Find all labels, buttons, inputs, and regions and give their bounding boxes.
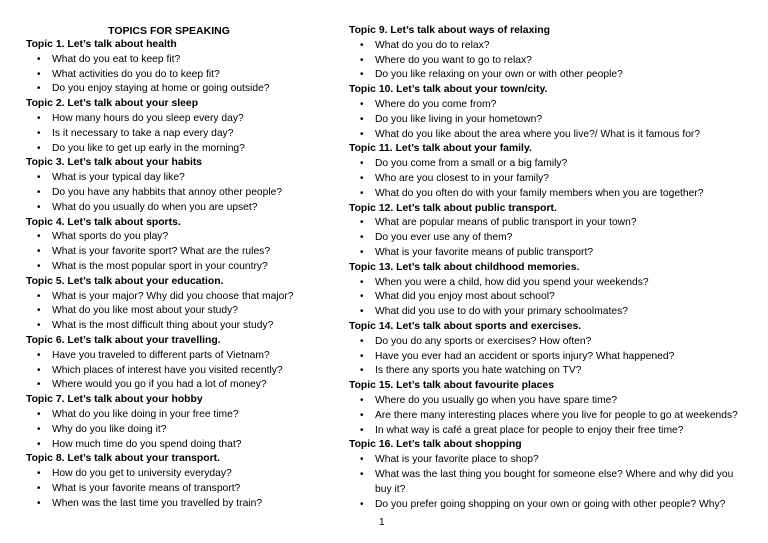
topic-title: Topic 12. Let’s talk about public transport.: [349, 202, 557, 214]
question-item: • What do you like about the area where you live?/ What is it famous for?: [349, 128, 749, 143]
topic-block: [26, 452, 341, 511]
question-item: • What do you do to relax?: [349, 39, 749, 54]
topic-title: Topic 6. Let’s talk about your travelling.: [26, 334, 221, 346]
topic-title: Topic 8. Let’s talk about your transport.: [26, 453, 220, 465]
question-item: • What do you often do with your family members when you are together?: [349, 187, 749, 202]
topic-title: Topic 9. Let’s talk about ways of relaxing: [349, 25, 550, 36]
question-item: • Where would you go if you had a lot of money?: [26, 378, 341, 393]
right-column: [349, 24, 749, 512]
question-item: • Is there any sports you hate watching on TV?: [349, 364, 749, 379]
question-list: [26, 349, 341, 393]
topic-block: [26, 97, 341, 156]
question-item: • What are popular means of public transport in your town?: [349, 216, 749, 231]
question-list: [349, 453, 749, 512]
question-list: [349, 394, 749, 438]
topic-title: Topic 10. Let’s talk about your town/city.: [349, 84, 548, 96]
question-list: [26, 171, 341, 215]
question-item: • Do you like to get up early in the morning?: [26, 142, 341, 157]
question-item: • What sports do you play?: [26, 230, 341, 245]
topic-title: Topic 5. Let’s talk about your education.: [26, 275, 224, 287]
question-item: • Do you like living in your hometown?: [349, 113, 749, 128]
right-topics-list: [349, 24, 749, 512]
question-item: • What do you eat to keep fit?: [26, 53, 341, 68]
question-item: • What is the most popular sport in your country?: [26, 260, 341, 275]
question-item: • Where do you come from?: [349, 98, 749, 113]
question-item: • What is your major? Why did you choose that major?: [26, 290, 341, 305]
topic-block: [26, 275, 341, 334]
question-item: • How many hours do you sleep every day?: [26, 112, 341, 127]
question-list: [26, 467, 341, 511]
question-item: • How much time do you spend doing that?: [26, 438, 341, 453]
question-item: • Do you ever use any of them?: [349, 231, 749, 246]
question-item: • Which places of interest have you visited recently?: [26, 364, 341, 379]
document-title: TOPICS FOR SPEAKING: [108, 25, 230, 37]
question-list: [349, 157, 749, 201]
topic-block: [26, 393, 341, 452]
left-column: [26, 24, 341, 512]
topic-title: Topic 11. Let’s talk about your family.: [349, 143, 532, 155]
question-item: • Do you prefer going shopping on your own or going with other people? Why?: [349, 498, 749, 513]
question-list: [349, 335, 749, 379]
question-item: • Do you like relaxing on your own or with other people?: [349, 68, 749, 83]
topic-block: [349, 24, 749, 83]
question-list: [349, 39, 749, 83]
question-item: • Where do you want to go to relax?: [349, 54, 749, 69]
question-item: • What do you like most about your study?: [26, 304, 341, 319]
question-item: • What was the last thing you bought for someone else? Where and why did you buy it?: [349, 468, 749, 498]
topic-block: [26, 334, 341, 393]
topic-block: [349, 438, 749, 512]
topic-title: Topic 7. Let’s talk about your hobby: [26, 394, 203, 406]
question-item: • What is your favorite means of public transport?: [349, 246, 749, 261]
question-list: [26, 230, 341, 274]
topic-block: [26, 216, 341, 275]
question-item: • Is it necessary to take a nap every day?: [26, 127, 341, 142]
question-item: • What is your typical day like?: [26, 171, 341, 186]
question-item: • Do you come from a small or a big family?: [349, 157, 749, 172]
topic-title: Topic 2. Let’s talk about your sleep: [26, 98, 199, 110]
topic-block: [349, 83, 749, 142]
question-item: • Where do you usually go when you have spare time?: [349, 394, 749, 409]
question-item: • What did you use to do with your primary schoolmates?: [349, 305, 749, 320]
question-item: • In what way is café a great place for people to enjoy their free time?: [349, 424, 749, 439]
topic-title: Topic 15. Let’s talk about favourite places: [349, 380, 554, 392]
question-item: • Have you ever had an accident or sports injury? What happened?: [349, 350, 749, 365]
question-item: • What is your favorite place to shop?: [349, 453, 749, 468]
question-item: • How do you get to university everyday?: [26, 467, 341, 482]
question-item: • Do you have any habbits that annoy other people?: [26, 186, 341, 201]
question-item: • Who are you closest to in your family?: [349, 172, 749, 187]
question-item: • Why do you like doing it?: [26, 423, 341, 438]
question-item: • What do you usually do when you are upset?: [26, 201, 341, 216]
question-item: • Are there many interesting places where you live for people to go at weekends?: [349, 409, 749, 424]
topic-block: [349, 261, 749, 320]
page-number: 1: [379, 517, 385, 528]
question-list: [26, 408, 341, 452]
question-list: [349, 276, 749, 320]
question-item: • When was the last time you travelled by train?: [26, 497, 341, 512]
topic-block: [349, 320, 749, 379]
question-item: • What is your favorite means of transport?: [26, 482, 341, 497]
question-list: [26, 290, 341, 334]
question-item: • Have you traveled to different parts of Vietnam?: [26, 349, 341, 364]
question-item: • Do you do any sports or exercises? How often?: [349, 335, 749, 350]
question-list: [349, 216, 749, 260]
question-item: • What activities do you do to keep fit?: [26, 68, 341, 83]
topic-title: Topic 4. Let’s talk about sports.: [26, 216, 181, 228]
question-item: • What is your favorite sport? What are the rules?: [26, 245, 341, 260]
question-item: • When you were a child, how did you spend your weekends?: [349, 276, 749, 291]
question-item: • Do you enjoy staying at home or going outside?: [26, 82, 341, 97]
question-list: [349, 98, 749, 142]
topic-title: Topic 13. Let’s talk about childhood memories.: [349, 261, 580, 273]
topic-block: [349, 202, 749, 261]
left-topics-list: [26, 38, 341, 512]
topic-block: [349, 379, 749, 438]
question-list: [26, 53, 341, 97]
topic-block: [26, 156, 341, 215]
topic-title: Topic 16. Let’s talk about shopping: [349, 439, 522, 451]
topic-block: [349, 142, 749, 201]
question-list: [26, 112, 341, 156]
topic-block: [26, 38, 341, 97]
question-item: • What did you enjoy most about school?: [349, 290, 749, 305]
topic-title: Topic 14. Let’s talk about sports and exercises.: [349, 320, 582, 332]
topic-title: Topic 3. Let’s talk about your habits: [26, 157, 203, 169]
topic-title: Topic 1. Let’s talk about health: [26, 39, 177, 50]
question-item: • What do you like doing in your free time?: [26, 408, 341, 423]
question-item: • What is the most difficult thing about your study?: [26, 319, 341, 334]
